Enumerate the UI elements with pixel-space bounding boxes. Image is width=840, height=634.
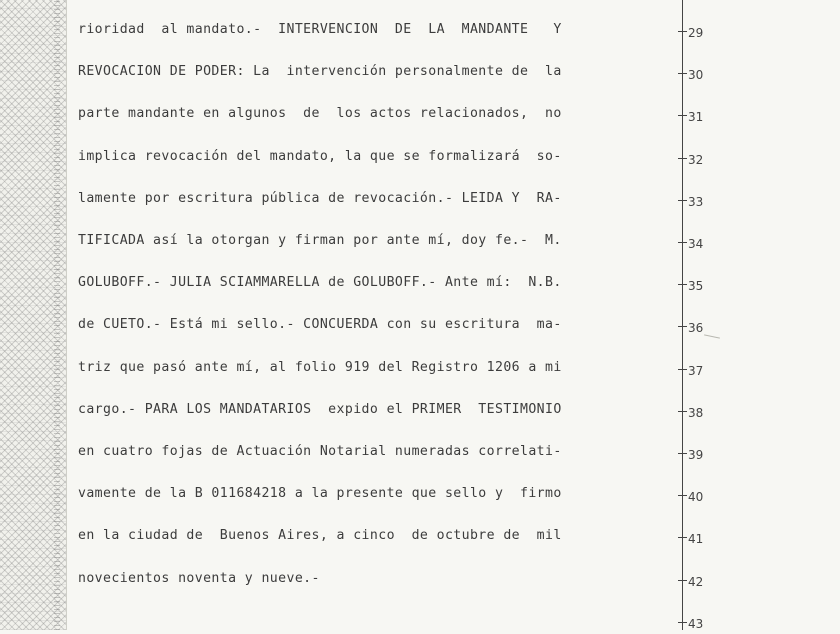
security-pattern-border (0, 0, 67, 630)
line-number: 34 (688, 237, 704, 251)
text-line: parte mandante en algunos de los actos relacionados, no (78, 106, 562, 122)
line-number: 30 (688, 68, 704, 83)
margin-rule (682, 0, 683, 630)
line-number: 43 (688, 616, 704, 631)
text-line: de CUETO.- Está mi sello.- CONCUERDA con su escritura ma- (78, 317, 562, 333)
margin-tick (678, 495, 687, 496)
line-number: 37 (688, 363, 704, 378)
line-number: 32 (688, 152, 704, 167)
margin-tick (678, 284, 687, 285)
margin-tick (678, 115, 687, 116)
text-line: implica revocación del mandato, la que se formalizará so- (78, 148, 562, 164)
margin-tick (678, 622, 687, 623)
line-number: 38 (688, 405, 704, 420)
margin-tick (678, 537, 687, 538)
line-number: 35 (688, 279, 704, 294)
margin-tick (678, 369, 687, 370)
margin-tick (678, 453, 687, 454)
text-line: en la ciudad de Buenos Aires, a cinco de octubre de mil (78, 528, 562, 544)
line-number: 41 (688, 532, 704, 547)
line-number: 31 (688, 110, 704, 125)
text-line: en cuatro fojas de Actuación Notarial numeradas correlati- (78, 444, 562, 459)
line-number: 36 (688, 321, 704, 336)
text-line (78, 611, 682, 631)
text-line: lamente por escritura pública de revocación.- LEIDA Y RA- (78, 190, 562, 206)
margin-tick (678, 580, 687, 581)
line-number: 39 (688, 448, 704, 462)
margin-tick (678, 31, 687, 32)
text-line: vamente de la B 011684218 a la presente que sello y firmo (78, 486, 562, 502)
margin-tick (678, 411, 687, 412)
margin-tick (678, 73, 687, 74)
text-line: REVOCACION DE PODER: La intervención personalmente de la (78, 64, 562, 80)
margin-tick (678, 200, 687, 201)
text-line: GOLUBOFF.- JULIA SCIAMMARELLA de GOLUBOFF.- Ante mí: N.B. (78, 275, 562, 291)
line-number: 33 (688, 194, 704, 209)
line-number: 40 (688, 490, 704, 505)
line-number: 29 (688, 26, 704, 40)
margin-tick (678, 242, 687, 243)
margin-tick (678, 158, 687, 159)
text-line: triz que pasó ante mí, al folio 919 del Registro 1206 a mi (78, 359, 562, 375)
text-line: cargo.- PARA LOS MANDATARIOS expido el PRIMER TESTIMONIO (78, 401, 562, 417)
text-line: rioridad al mandato.- INTERVENCION DE LA MANDANTE Y (78, 22, 562, 37)
text-line: TIFICADA así la otorgan y firman por ante mí, doy fe.- M. (78, 233, 562, 248)
line-number: 42 (688, 574, 704, 589)
text-line: novecientos noventa y nueve.- (78, 570, 320, 586)
margin-tick (678, 326, 687, 327)
